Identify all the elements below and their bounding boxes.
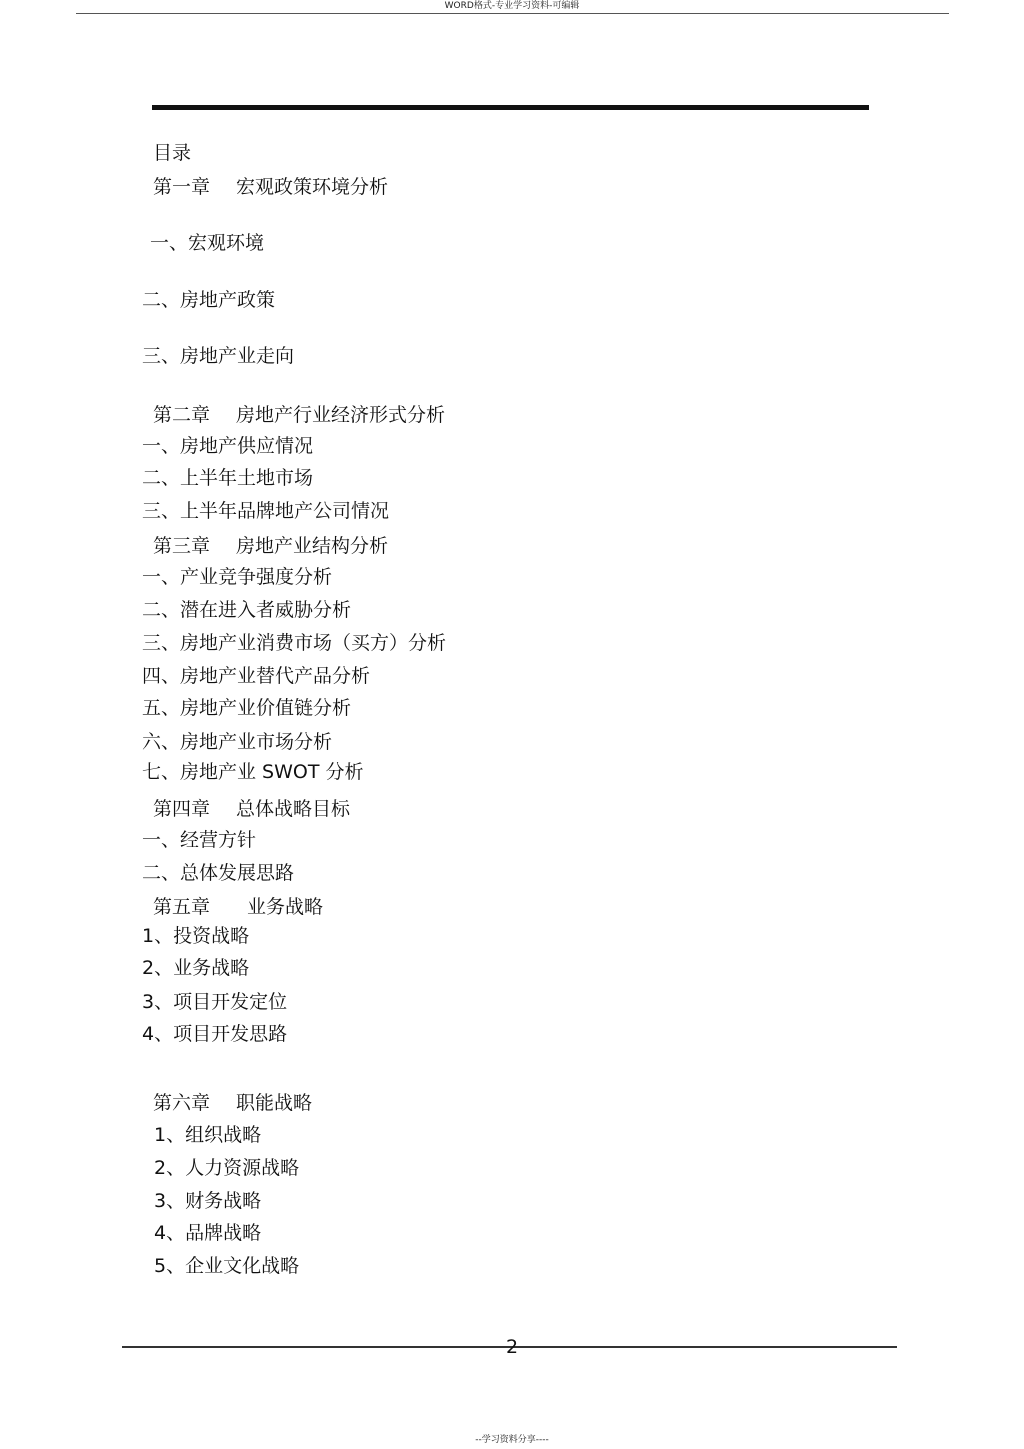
- toc-entry: 五、房地产业价值链分析: [142, 697, 352, 719]
- toc-entry: 三、上半年品牌地产公司情况: [142, 500, 390, 522]
- toc-entry: 4、项目开发思路: [142, 1023, 288, 1045]
- toc-entry: 七、房地产业 SWOT 分析: [142, 761, 364, 783]
- chapter-title: 职能战略: [236, 1092, 313, 1114]
- chapter-title: 宏观政策环境分析: [236, 176, 389, 198]
- chapter-number: 第一章: [153, 176, 211, 198]
- toc-entry: 2、人力资源战略: [154, 1157, 300, 1179]
- toc-entry: 四、房地产业替代产品分析: [142, 665, 371, 687]
- toc-entry: 一、经营方针: [142, 829, 257, 851]
- toc-chapter-5: [153, 894, 323, 920]
- toc-entry: 3、财务战略: [154, 1190, 262, 1212]
- chapter-number: 第四章: [153, 798, 211, 820]
- toc-entry: 1、组织战略: [154, 1124, 262, 1146]
- page-number: 2: [505, 1336, 519, 1358]
- page-header-text: WORD格式-专业学习资料-可编辑: [444, 1, 580, 11]
- toc-entry: 一、产业竞争强度分析: [142, 566, 333, 588]
- toc-chapter-2: [153, 402, 445, 428]
- toc-entry: 三、房地产业走向: [142, 345, 295, 367]
- toc-entry: 六、房地产业市场分析: [142, 731, 333, 753]
- toc-entry: 二、潜在进入者威胁分析: [142, 599, 352, 621]
- toc-entry: 3、项目开发定位: [142, 991, 288, 1013]
- toc-entry: 二、房地产政策: [142, 289, 276, 311]
- chapter-title: 房地产业结构分析: [236, 535, 389, 557]
- toc-chapter-4: [153, 796, 350, 822]
- toc-entry: 2、业务战略: [142, 957, 250, 979]
- chapter-number: 第二章: [153, 404, 211, 426]
- chapter-number: 第六章: [153, 1092, 211, 1114]
- toc-entry: 三、房地产业消费市场（买方）分析: [142, 632, 447, 654]
- toc-entry: 一、宏观环境: [150, 232, 265, 254]
- toc-entry: 二、上半年土地市场: [142, 467, 314, 489]
- toc-entry: 4、品牌战略: [154, 1222, 262, 1244]
- toc-title: 目录: [153, 142, 192, 164]
- toc-chapter-6: [153, 1090, 312, 1116]
- chapter-number: 第三章: [153, 535, 211, 557]
- chapter-title: 业务战略: [247, 896, 324, 918]
- toc-chapter-1: [153, 174, 388, 200]
- chapter-number: 第五章: [153, 896, 211, 918]
- toc-entry: 1、投资战略: [142, 925, 250, 947]
- toc-entry: 5、企业文化战略: [154, 1255, 300, 1277]
- chapter-title: 总体战略目标: [236, 798, 351, 820]
- chapter-title: 房地产行业经济形式分析: [236, 404, 446, 426]
- toc-entry: 一、房地产供应情况: [142, 435, 314, 457]
- toc-chapter-3: [153, 533, 388, 559]
- page-footer-text: --学习资料分享----: [475, 1435, 549, 1445]
- toc-entry: 二、总体发展思路: [142, 862, 295, 884]
